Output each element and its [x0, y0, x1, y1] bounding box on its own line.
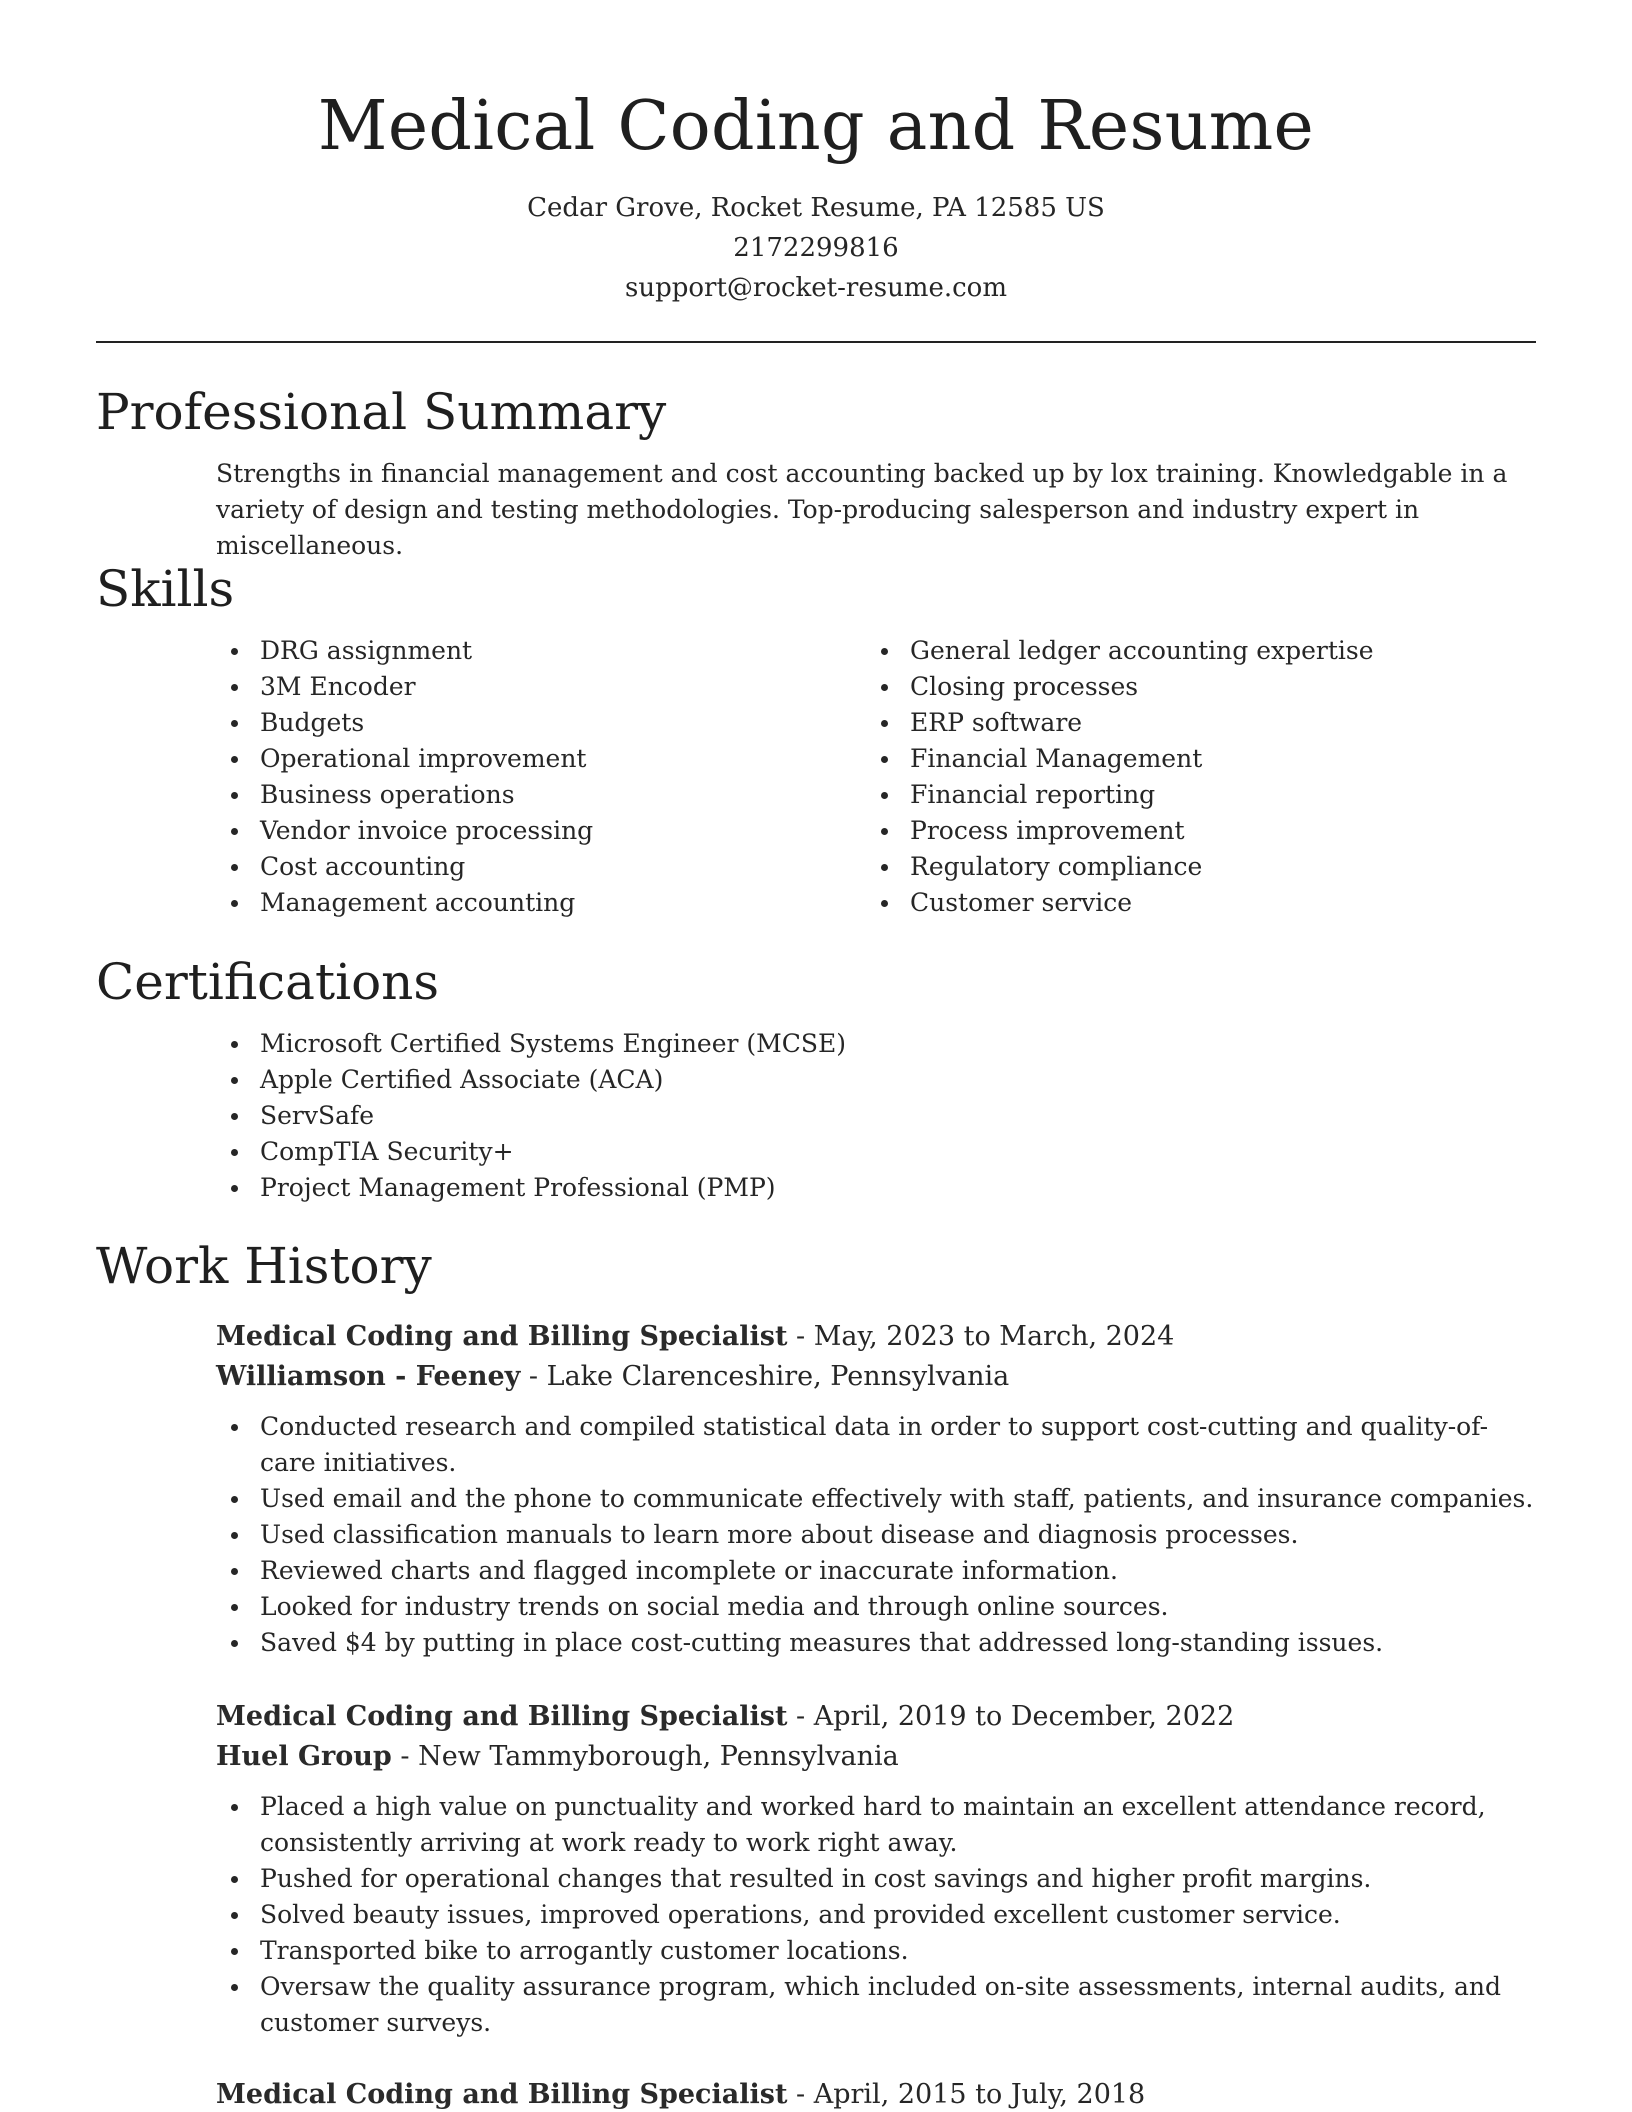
skill-item: Operational improvement: [216, 741, 866, 777]
summary-section: [96, 380, 1536, 564]
job-location: New Tammyborough, Pennsylvania: [418, 1741, 899, 1772]
title-date-separator: -: [787, 1321, 814, 1352]
skills-section: [96, 557, 1536, 921]
contact-email: support@rocket-resume.com: [624, 273, 1007, 303]
skill-item: Budgets: [216, 705, 866, 741]
skill-item: Financial Management: [866, 741, 1516, 777]
job-title: Medical Coding and Billing Specialist: [216, 2079, 788, 2110]
skill-item: Management accounting: [216, 885, 866, 921]
certification-item: Apple Certified Associate (ACA): [216, 1062, 1536, 1098]
title-date-separator: -: [787, 2079, 814, 2110]
skills-heading: Skills: [96, 560, 235, 618]
certification-item: Project Management Professional (PMP): [216, 1170, 1536, 1206]
company-location-separator: -: [520, 1361, 547, 1392]
company-location-separator: -: [391, 1741, 419, 1772]
job-duty-item: Oversaw the quality assurance program, which included on-site assessments, internal audits, and customer surveys.: [216, 1969, 1536, 2041]
certifications-list: [216, 1026, 1536, 1206]
job-duty-item: Conducted research and compiled statistical data in order to support cost-cutting and quality-of-care initiatives.: [216, 1409, 1536, 1481]
work-history-section: [96, 1234, 1536, 1298]
skill-item: Closing processes: [866, 669, 1516, 705]
job-title-line: [216, 1317, 1536, 1357]
skill-item: DRG assignment: [216, 633, 866, 669]
skill-item: General ledger accounting expertise: [866, 633, 1516, 669]
job-duty-item: Used email and the phone to communicate effectively with staff, patients, and insurance companies.: [216, 1481, 1536, 1517]
job-duties-list: [216, 1409, 1536, 1661]
candidate-name: Medical Coding and Resume: [317, 87, 1315, 166]
contact-block: [0, 188, 1632, 308]
contact-address: Cedar Grove, Rocket Resume, PA 12585 US: [527, 193, 1105, 223]
job-dates: April, 2015 to July, 2018: [813, 2079, 1146, 2110]
skill-item: Financial reporting: [866, 777, 1516, 813]
skills-columns: [216, 633, 1536, 921]
job-title-line: [216, 2075, 1536, 2112]
job-company: Williamson - Feeney: [216, 1361, 521, 1392]
certification-item: Microsoft Certified Systems Engineer (MCSE): [216, 1026, 1536, 1062]
job-duty-item: Solved beauty issues, improved operations, and provided excellent customer service.: [216, 1897, 1536, 1933]
skill-item: Customer service: [866, 885, 1516, 921]
summary-heading: Professional Summary: [96, 383, 667, 441]
resume-header: [0, 0, 1632, 308]
job-entry-2: [216, 1697, 1536, 2041]
work-history-heading: Work History: [96, 1237, 432, 1295]
job-company: Huel Group: [216, 1741, 392, 1772]
skill-item: Business operations: [216, 777, 866, 813]
skill-item: Regulatory compliance: [866, 849, 1516, 885]
job-title-line: [216, 1697, 1536, 1737]
job-employer-line: [216, 1737, 1536, 1777]
skill-item: Cost accounting: [216, 849, 866, 885]
skills-right-list: [866, 633, 1516, 921]
job-duty-item: Reviewed charts and flagged incomplete or inaccurate information.: [216, 1553, 1536, 1589]
skill-item: ERP software: [866, 705, 1516, 741]
skill-item: Process improvement: [866, 813, 1516, 849]
skill-item: Vendor invoice processing: [216, 813, 866, 849]
header-divider: [96, 341, 1536, 343]
job-dates: May, 2023 to March, 2024: [813, 1321, 1175, 1352]
job-duty-item: Saved $4 by putting in place cost-cutting measures that addressed long-standing issues.: [216, 1625, 1536, 1661]
job-duty-item: Looked for industry trends on social media and through online sources.: [216, 1589, 1536, 1625]
certification-item: CompTIA Security+: [216, 1134, 1536, 1170]
job-entry-1: [216, 1317, 1536, 1661]
job-duty-item: Pushed for operational changes that resulted in cost savings and higher profit margins.: [216, 1861, 1536, 1897]
certifications-heading: Certifications: [96, 953, 440, 1011]
job-duty-item: Placed a high value on punctuality and worked hard to maintain an excellent attendance record, consistently arriving at work ready to work right away.: [216, 1789, 1536, 1861]
certification-item: ServSafe: [216, 1098, 1536, 1134]
job-title: Medical Coding and Billing Specialist: [216, 1701, 788, 1732]
contact-phone: 2172299816: [733, 233, 899, 263]
certifications-section: [96, 950, 1536, 1206]
job-location: Lake Clarenceshire, Pennsylvania: [546, 1361, 1010, 1392]
title-date-separator: -: [787, 1701, 814, 1732]
job-duties-list: [216, 1789, 1536, 2041]
summary-text: Strengths in financial management and cost accounting backed up by lox training. Knowledgable in a variety of design and testing methodologies. Top-producing salesperson and industry expert in miscellaneous.: [216, 459, 1508, 560]
skill-item: 3M Encoder: [216, 669, 866, 705]
job-dates: April, 2019 to December, 2022: [813, 1701, 1235, 1732]
skills-left-list: [216, 633, 866, 921]
job-duty-item: Transported bike to arrogantly customer locations.: [216, 1933, 1536, 1969]
job-employer-line: [216, 1357, 1536, 1397]
job-entry-3: [216, 2075, 1536, 2112]
job-duty-item: Used classification manuals to learn more about disease and diagnosis processes.: [216, 1517, 1536, 1553]
job-title: Medical Coding and Billing Specialist: [216, 1321, 788, 1352]
